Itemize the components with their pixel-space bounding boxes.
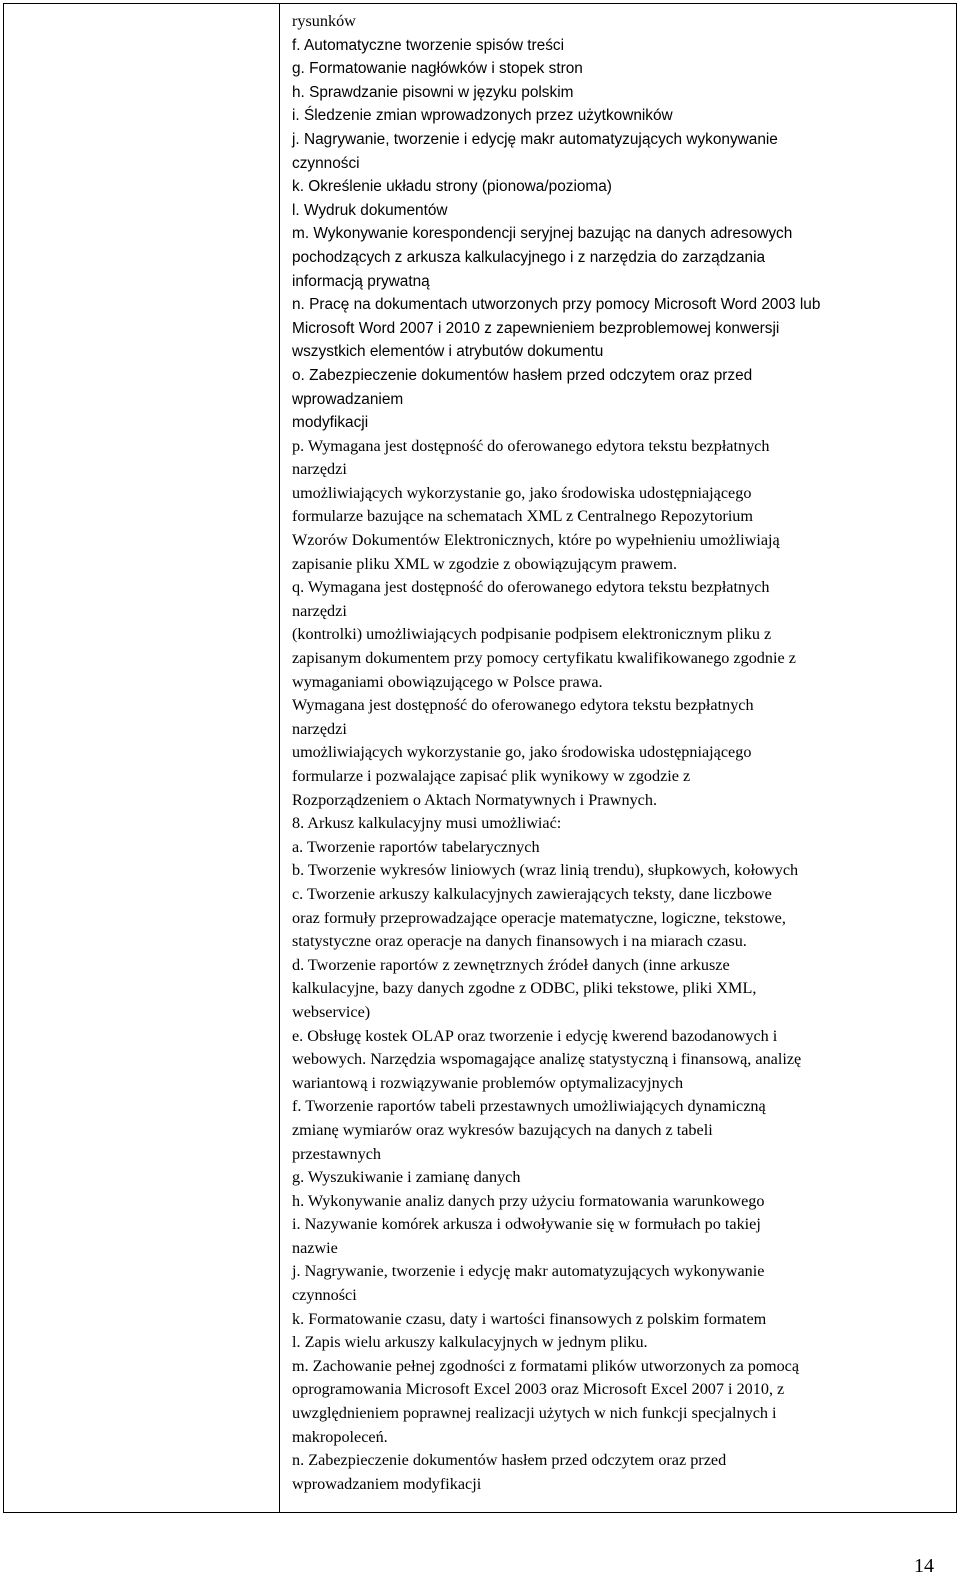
text-line: umożliwiających wykorzystanie go, jako środowiska udostępniającego <box>292 743 752 762</box>
text-line: j. Nagrywanie, tworzenie i edycję makr automatyzujących wykonywanie <box>292 1262 765 1281</box>
text-line: Wzorów Dokumentów Elektronicznych, które po wypełnieniu umożliwiają <box>292 531 780 550</box>
text-line: i. Nazywanie komórek arkusza i odwoływanie się w formułach po takiej <box>292 1215 761 1234</box>
text-line: zapisanym dokumentem przy pomocy certyfikatu kwalifikowanego zgodnie z <box>292 649 796 668</box>
text-line: i. Śledzenie zmian wprowadzonych przez użytkowników <box>292 107 673 125</box>
text-line: p. Wymagana jest dostępność do oferowanego edytora tekstu bezpłatnych <box>292 436 770 455</box>
text-line: Wymagana jest dostępność do oferowanego edytora tekstu bezpłatnych <box>292 696 754 715</box>
text-line: (kontrolki) umożliwiających podpisanie podpisem elektronicznym pliku z <box>292 625 772 644</box>
page-number: 14 <box>914 1555 934 1577</box>
text-line: oraz formuły przeprowadzające operacje matematyczne, logiczne, tekstowe, <box>292 908 786 927</box>
text-line: oprogramowania Microsoft Excel 2003 oraz Microsoft Excel 2007 i 2010, z <box>292 1380 785 1399</box>
text-line: m. Zachowanie pełnej zgodności z formatami plików utworzonych za pomocą <box>292 1356 800 1375</box>
text-line: informacją prywatną <box>292 272 430 290</box>
requirements-text <box>292 10 950 1496</box>
text-line: czynności <box>292 1286 357 1305</box>
text-line: q. Wymagana jest dostępność do oferowanego edytora tekstu bezpłatnych <box>292 578 770 597</box>
text-line: a. Tworzenie raportów tabelarycznych <box>292 837 540 856</box>
text-line: f. Tworzenie raportów tabeli przestawnych umożliwiających dynamiczną <box>292 1097 766 1116</box>
text-line: m. Wykonywanie korespondencji seryjnej bazując na danych adresowych <box>292 225 793 243</box>
text-line: d. Tworzenie raportów z zewnętrznych źródeł danych (inne arkusze <box>292 955 730 974</box>
text-line: wszystkich elementów i atrybutów dokumentu <box>292 343 604 361</box>
text-line: webowych. Narzędzia wspomagające analizę statystyczną i finansową, analizę <box>292 1050 802 1069</box>
text-line: uwzględnieniem poprawnej realizacji użytych w nich funkcji specjalnych i <box>292 1404 777 1423</box>
text-line: n. Pracę na dokumentach utworzonych przy pomocy Microsoft Word 2003 lub <box>292 296 821 314</box>
text-line: przestawnych <box>292 1144 381 1163</box>
text-line: b. Tworzenie wykresów liniowych (wraz linią trendu), słupkowych, kołowych <box>292 861 799 880</box>
text-line: l. Zapis wielu arkuszy kalkulacyjnych w jednym pliku. <box>292 1333 648 1352</box>
text-line: e. Obsługę kostek OLAP oraz tworzenie i edycję kwerend bazodanowych i <box>292 1026 778 1045</box>
text-line: pochodzących z arkusza kalkulacyjnego i z narzędzia do zarządzania <box>292 248 766 266</box>
text-line: h. Wykonywanie analiz danych przy użyciu formatowania warunkowego <box>292 1191 765 1210</box>
text-line: formularze i pozwalające zapisać plik wynikowy w zgodzie z <box>292 767 691 785</box>
text-line: umożliwiających wykorzystanie go, jako środowiska udostępniającego <box>292 483 752 502</box>
text-line: webservice) <box>292 1002 371 1021</box>
text-line: g. Wyszukiwanie i zamianę danych <box>292 1168 521 1187</box>
text-line: modyfikacji <box>292 414 369 432</box>
text-line: wprowadzaniem modyfikacji <box>292 1474 482 1493</box>
text-line: narzędzi <box>292 719 347 738</box>
text-line: j. Nagrywanie, tworzenie i edycję makr automatyzujących wykonywanie <box>292 130 778 148</box>
text-line: formularze bazujące na schematach XML z Centralnego Repozytorium <box>292 507 753 526</box>
text-line: narzędzi <box>292 601 347 620</box>
text-line: statystyczne oraz operacje na danych finansowych i na miarach czasu. <box>292 932 747 951</box>
text-line: f. Automatyczne tworzenie spisów treści <box>292 36 565 54</box>
text-line: k. Formatowanie czasu, daty i wartości finansowych z polskim formatem <box>292 1309 767 1328</box>
text-line: wymaganiami obowiązującego w Polsce prawa. <box>292 672 603 691</box>
text-line: o. Zabezpieczenie dokumentów hasłem przed odczytem oraz przed <box>292 366 753 384</box>
text-line: Rozporządzeniem o Aktach Normatywnych i Prawnych. <box>292 790 658 809</box>
text-line: h. Sprawdzanie pisowni w języku polskim <box>292 83 574 101</box>
text-line: makropoleceń. <box>292 1427 388 1446</box>
text-line: rysunków <box>292 12 356 30</box>
text-line: nazwie <box>292 1238 338 1257</box>
requirements-table <box>3 3 957 1513</box>
table-right-column <box>280 4 956 1512</box>
text-line: narzędzi <box>292 460 347 479</box>
text-line: l. Wydruk dokumentów <box>292 201 448 219</box>
table-left-column <box>4 4 280 1512</box>
text-line: 8. Arkusz kalkulacyjny musi umożliwiać: <box>292 814 562 833</box>
text-line: wariantową i rozwiązywanie problemów optymalizacyjnych <box>292 1073 684 1092</box>
text-line: n. Zabezpieczenie dokumentów hasłem przed odczytem oraz przed <box>292 1451 727 1470</box>
text-line: c. Tworzenie arkuszy kalkulacyjnych zawierających teksty, dane liczbowe <box>292 884 772 903</box>
text-line: kalkulacyjne, bazy danych zgodne z ODBC, pliki tekstowe, pliki XML, <box>292 979 757 998</box>
text-line: zapisanie pliku XML w zgodzie z obowiązującym prawem. <box>292 554 678 573</box>
text-line: czynności <box>292 154 360 172</box>
text-line: Microsoft Word 2007 i 2010 z zapewnieniem bezproblemowej konwersji <box>292 319 780 337</box>
text-line: zmianę wymiarów oraz wykresów bazujących na danych z tabeli <box>292 1120 713 1139</box>
text-line: g. Formatowanie nagłówków i stopek stron <box>292 60 583 78</box>
text-line: k. Określenie układu strony (pionowa/pozioma) <box>292 178 612 196</box>
text-line: wprowadzaniem <box>292 390 404 408</box>
